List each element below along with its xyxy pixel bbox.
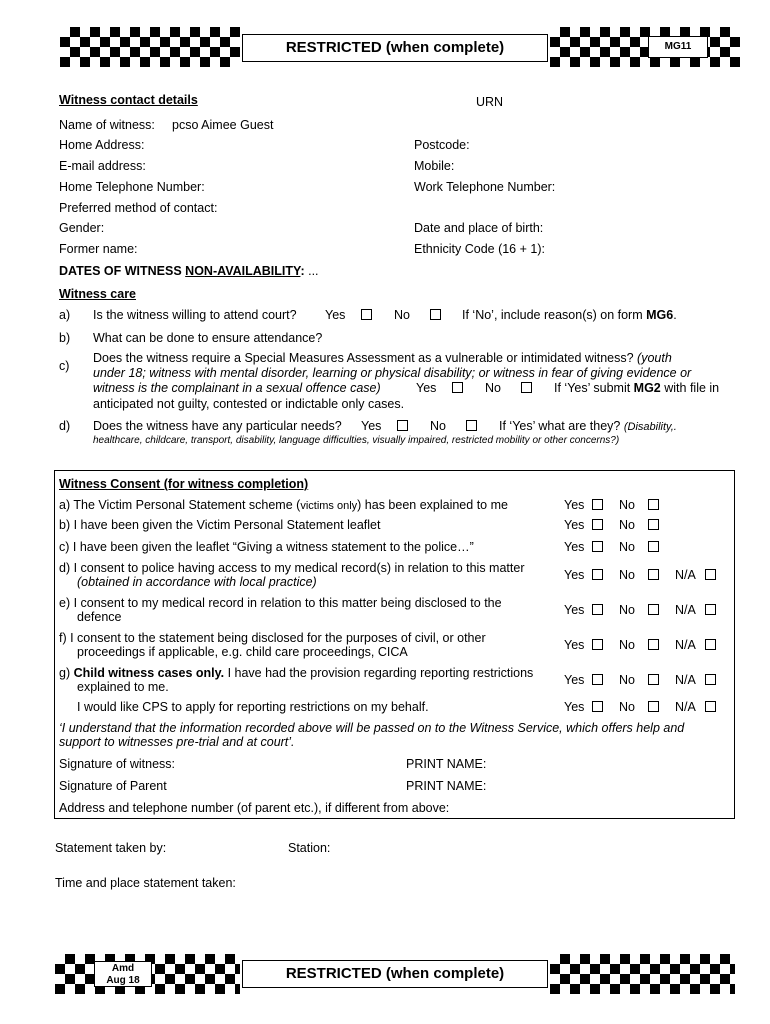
- consent-a-no-label: No: [619, 498, 635, 512]
- print-name-witness-label: PRINT NAME:: [406, 757, 487, 771]
- consent-b-yes-label: Yes: [564, 518, 585, 532]
- consent-e-line2: defence: [77, 610, 122, 624]
- consent-g-yes-label: Yes: [564, 673, 585, 687]
- former-name-label: Former name:: [59, 242, 138, 256]
- consent-g-yes-checkbox[interactable]: [592, 674, 603, 685]
- consent-g-na-checkbox[interactable]: [705, 674, 716, 685]
- form-code-badge: MG11: [648, 36, 708, 58]
- mobile-label: Mobile:: [414, 159, 455, 173]
- consent-d-line1: d) I consent to police having access to my medical record(s) in relation to this matter: [59, 561, 525, 575]
- understand-line2: support to witnesses pre-trial and at court’.: [59, 735, 295, 749]
- care-a-no-label: No: [394, 308, 410, 322]
- consent-b-no-checkbox[interactable]: [648, 519, 659, 530]
- signature-witness-label: Signature of witness:: [59, 757, 176, 771]
- email-label: E-mail address:: [59, 159, 146, 173]
- consent-a-no-checkbox[interactable]: [648, 499, 659, 510]
- care-a-letter: a): [59, 308, 71, 322]
- consent-f-na-label: N/A: [675, 638, 696, 652]
- consent-d-yes-label: Yes: [564, 568, 585, 582]
- consent-e-no-checkbox[interactable]: [648, 604, 659, 615]
- care-d-line2: healthcare, childcare, transport, disability, language difficulties, visually impaired, restricted mobility or other concerns?): [93, 435, 620, 446]
- print-name-parent-label: PRINT NAME:: [406, 779, 487, 793]
- header-restricted-banner: RESTRICTED (when complete): [242, 34, 548, 62]
- consent-d-no-checkbox[interactable]: [648, 569, 659, 580]
- consent-e-no-label: No: [619, 603, 635, 617]
- parent-address-label: Address and telephone number (of parent etc.), if different from above:: [59, 801, 450, 815]
- consent-e-line1: e) I consent to my medical record in relation to this matter being disclosed to the: [59, 596, 502, 610]
- care-a-yes-checkbox[interactable]: [361, 309, 372, 320]
- gender-label: Gender:: [59, 221, 105, 235]
- consent-g-line2: explained to me.: [77, 680, 169, 694]
- consent-f-line2: proceedings if applicable, e.g. child care proceedings, CICA: [77, 645, 408, 659]
- care-a-note: If ‘No’, include reason(s) on form MG6.: [462, 308, 677, 322]
- ethnicity-label: Ethnicity Code (16 + 1):: [414, 242, 545, 256]
- contact-heading: Witness contact details: [59, 93, 198, 107]
- consent-c-yes-checkbox[interactable]: [592, 541, 603, 552]
- consent-g-na-label: N/A: [675, 673, 696, 687]
- consent-d-yes-checkbox[interactable]: [592, 569, 603, 580]
- footer-restricted-banner: RESTRICTED (when complete): [242, 960, 548, 988]
- consent-e-yes-checkbox[interactable]: [592, 604, 603, 615]
- care-c-yes-label: Yes: [416, 381, 437, 395]
- preferred-contact-label: Preferred method of contact:: [59, 201, 218, 215]
- care-c-line4: anticipated not guilty, contested or indictable only cases.: [93, 397, 405, 411]
- consent-g-line1: g) Child witness cases only. I have had the provision regarding reporting restrictions: [59, 666, 534, 680]
- non-availability-label: DATES OF WITNESS NON-AVAILABILITY: ...: [59, 264, 319, 278]
- consent-b-no-label: No: [619, 518, 635, 532]
- consent-f-no-label: No: [619, 638, 635, 652]
- consent-h-text: I would like CPS to apply for reporting restrictions on my behalf.: [77, 700, 429, 714]
- care-d-yes-label: Yes: [361, 419, 382, 433]
- care-a-no-checkbox[interactable]: [430, 309, 441, 320]
- consent-d-line2: (obtained in accordance with local practice): [77, 575, 317, 589]
- care-d-yes-checkbox[interactable]: [397, 420, 408, 431]
- care-c-line3: witness is the complainant in a sexual offence case): [93, 381, 381, 395]
- care-c-letter: c): [59, 359, 70, 373]
- consent-h-yes-checkbox[interactable]: [592, 701, 603, 712]
- consent-d-na-checkbox[interactable]: [705, 569, 716, 580]
- consent-h-na-checkbox[interactable]: [705, 701, 716, 712]
- consent-h-no-label: No: [619, 700, 635, 714]
- consent-c-no-checkbox[interactable]: [648, 541, 659, 552]
- care-d-no-label: No: [430, 419, 446, 433]
- consent-h-yes-label: Yes: [564, 700, 585, 714]
- consent-g-no-label: No: [619, 673, 635, 687]
- consent-d-no-label: No: [619, 568, 635, 582]
- time-place-label: Time and place statement taken:: [55, 876, 236, 890]
- amendment-line1: Amd: [111, 963, 135, 974]
- amendment-line2: Aug 18: [106, 975, 140, 986]
- consent-e-na-checkbox[interactable]: [705, 604, 716, 615]
- care-c-note: If ‘Yes’ submit MG2 with file in: [554, 381, 720, 395]
- consent-g-no-checkbox[interactable]: [648, 674, 659, 685]
- urn-label: URN: [476, 95, 504, 109]
- signature-parent-label: Signature of Parent: [59, 779, 167, 793]
- footer-checker-right: [550, 954, 735, 994]
- care-c-line1: Does the witness require a Special Measures Assessment as a vulnerable or intimidated witness? (youth: [93, 351, 672, 365]
- consent-e-yes-label: Yes: [564, 603, 585, 617]
- understand-line1: ‘I understand that the information recorded above will be passed on to the Witness Service, which offers help and: [59, 721, 685, 735]
- consent-h-na-label: N/A: [675, 700, 696, 714]
- station-label: Station:: [288, 841, 331, 855]
- consent-h-no-checkbox[interactable]: [648, 701, 659, 712]
- care-b-letter: b): [59, 331, 71, 345]
- consent-b-yes-checkbox[interactable]: [592, 519, 603, 530]
- amendment-badge: [94, 961, 152, 987]
- consent-c-text: c) I have been given the leaflet “Giving a witness statement to the police…”: [59, 540, 474, 554]
- consent-f-no-checkbox[interactable]: [648, 639, 659, 650]
- care-heading: Witness care: [59, 287, 137, 301]
- consent-b-text: b) I have been given the Victim Personal Statement leaflet: [59, 518, 381, 532]
- header-checker-left: [60, 27, 240, 67]
- consent-d-na-label: N/A: [675, 568, 696, 582]
- care-d-question: Does the witness have any particular needs?: [93, 419, 342, 433]
- consent-f-yes-checkbox[interactable]: [592, 639, 603, 650]
- care-a-question: Is the witness willing to attend court?: [93, 308, 297, 322]
- home-address-label: Home Address:: [59, 138, 145, 152]
- care-c-no-checkbox[interactable]: [521, 382, 532, 393]
- care-c-yes-checkbox[interactable]: [452, 382, 463, 393]
- consent-a-yes-label: Yes: [564, 498, 585, 512]
- care-a-yes-label: Yes: [325, 308, 346, 322]
- postcode-label: Postcode:: [414, 138, 470, 152]
- consent-a-yes-checkbox[interactable]: [592, 499, 603, 510]
- care-d-letter: d): [59, 419, 71, 433]
- witness-name-value[interactable]: pcso Aimee Guest: [172, 118, 274, 132]
- consent-f-line1: f) I consent to the statement being disclosed for the purposes of civil, or other: [59, 631, 486, 645]
- header-checker-right: [550, 27, 740, 67]
- consent-f-na-checkbox[interactable]: [705, 639, 716, 650]
- care-d-no-checkbox[interactable]: [466, 420, 477, 431]
- consent-c-no-label: No: [619, 540, 635, 554]
- care-c-line2: under 18; witness with mental disorder, learning or physical disability; or witness in fear of giving evidence or: [93, 366, 692, 380]
- care-d-note: If ‘Yes’ what are they? (Disability,.: [499, 419, 677, 433]
- consent-heading: Witness Consent (for witness completion): [59, 477, 309, 491]
- consent-f-yes-label: Yes: [564, 638, 585, 652]
- consent-e-na-label: N/A: [675, 603, 696, 617]
- witness-name-label: Name of witness:: [59, 118, 155, 132]
- statement-taken-by-label: Statement taken by:: [55, 841, 167, 855]
- dob-place-label: Date and place of birth:: [414, 221, 544, 235]
- care-b-question: What can be done to ensure attendance?: [93, 331, 323, 345]
- work-telephone-label: Work Telephone Number:: [414, 180, 556, 194]
- care-c-no-label: No: [485, 381, 501, 395]
- consent-c-yes-label: Yes: [564, 540, 585, 554]
- consent-a-text: a) The Victim Personal Statement scheme (victims only) has been explained to me: [59, 498, 508, 512]
- home-telephone-label: Home Telephone Number:: [59, 180, 205, 194]
